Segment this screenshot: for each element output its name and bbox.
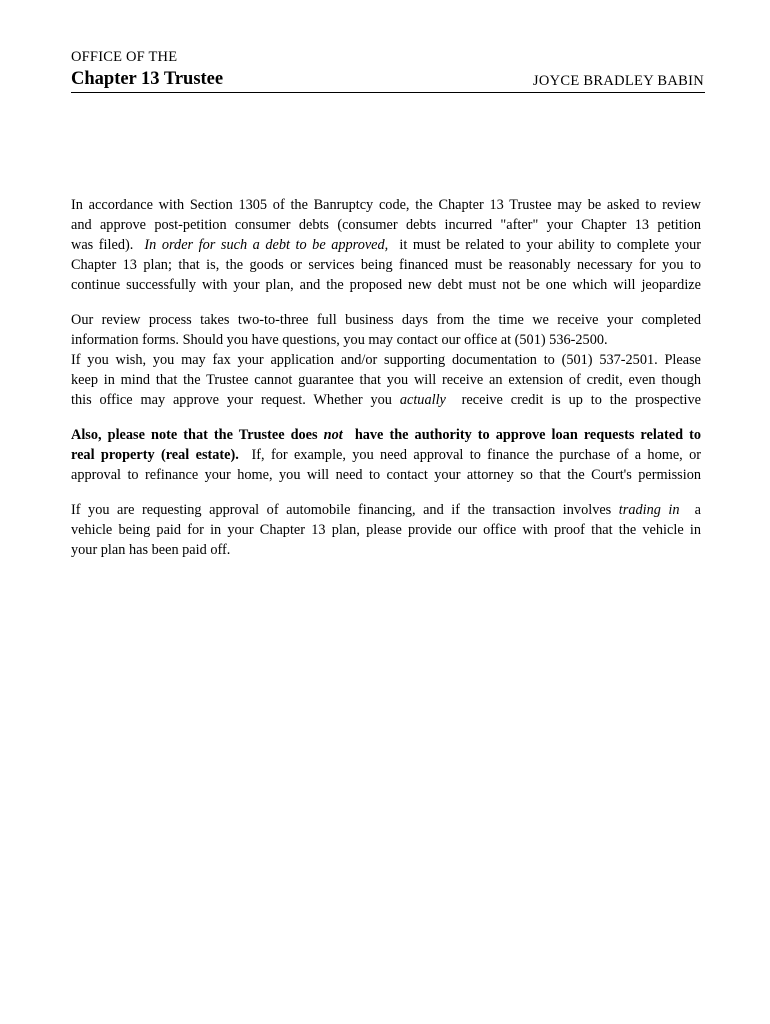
letterhead — [71, 48, 705, 93]
bold-run: have the authority to approve loan requests related to — [354, 427, 701, 443]
text-line: Our review process takes two-to-three full business days from the time we receive your completed — [71, 312, 701, 328]
text-line — [71, 425, 701, 445]
text-line: and approve post-petition consumer debts (consumer debts incurred "after" your Chapter 13 petition — [71, 217, 701, 233]
text-run: was filed). — [71, 237, 134, 253]
text-line: Chapter 13 plan; that is, the goods or services being financed must be reasonably necessary for you to — [71, 257, 701, 273]
italic-run: trading in — [618, 502, 680, 518]
bold-run: Also, please note that the Trustee does — [71, 427, 318, 443]
bold-run: real property (real estate). — [71, 447, 239, 463]
office-of-label: OFFICE OF THE — [71, 49, 178, 65]
text-line: In accordance with Section 1305 of the Banruptcy code, the Chapter 13 Trustee may be asked to review — [71, 197, 701, 213]
text-line: vehicle being paid for in your Chapter 13 plan, please provide our office with proof that the vehicle in — [71, 522, 701, 538]
text-line: your plan has been paid off. — [71, 542, 231, 558]
paragraph-review-process — [71, 310, 701, 410]
text-run: receive credit is up to the prospective — [461, 392, 701, 408]
text-run: If you are requesting approval of automobile financing, and if the transaction involves — [71, 502, 612, 518]
text-line — [71, 235, 701, 255]
text-run: If, for example, you need approval to finance the purchase of a home, or — [251, 447, 701, 463]
text-line: information forms. Should you have questions, you may contact our office at (501) 536-2500. — [71, 332, 608, 348]
letter-body — [71, 195, 701, 575]
page-title: Chapter 13 Trustee — [71, 69, 224, 89]
text-line — [71, 445, 701, 465]
paragraph-automobile-financing — [71, 500, 701, 560]
text-line: keep in mind that the Trustee cannot guarantee that you will receive an extension of credit, even though — [71, 372, 701, 388]
bold-italic-run: not — [323, 427, 343, 443]
text-run: it must be related to your ability to complete your — [399, 237, 701, 253]
paragraph-real-property — [71, 425, 701, 485]
text-run: this office may approve your request. Whether you — [71, 392, 392, 408]
text-line: continue successfully with your plan, and the proposed new debt must not be one which will jeopardize — [71, 277, 701, 293]
text-run: a — [694, 502, 701, 518]
trustee-name: JOYCE BRADLEY BABIN — [532, 73, 704, 89]
text-line: If you wish, you may fax your application and/or supporting documentation to (501) 537-2501. Please — [71, 352, 701, 368]
letterhead-title-row — [71, 66, 705, 93]
text-line — [71, 390, 701, 410]
text-line: approval to refinance your home, you will need to contact your attorney so that the Court's permission — [71, 467, 701, 483]
paragraph-section-1305 — [71, 195, 701, 295]
text-line — [71, 500, 701, 520]
italic-run: In order for such a debt to be approved, — [144, 237, 389, 253]
italic-run: actually — [399, 392, 446, 408]
